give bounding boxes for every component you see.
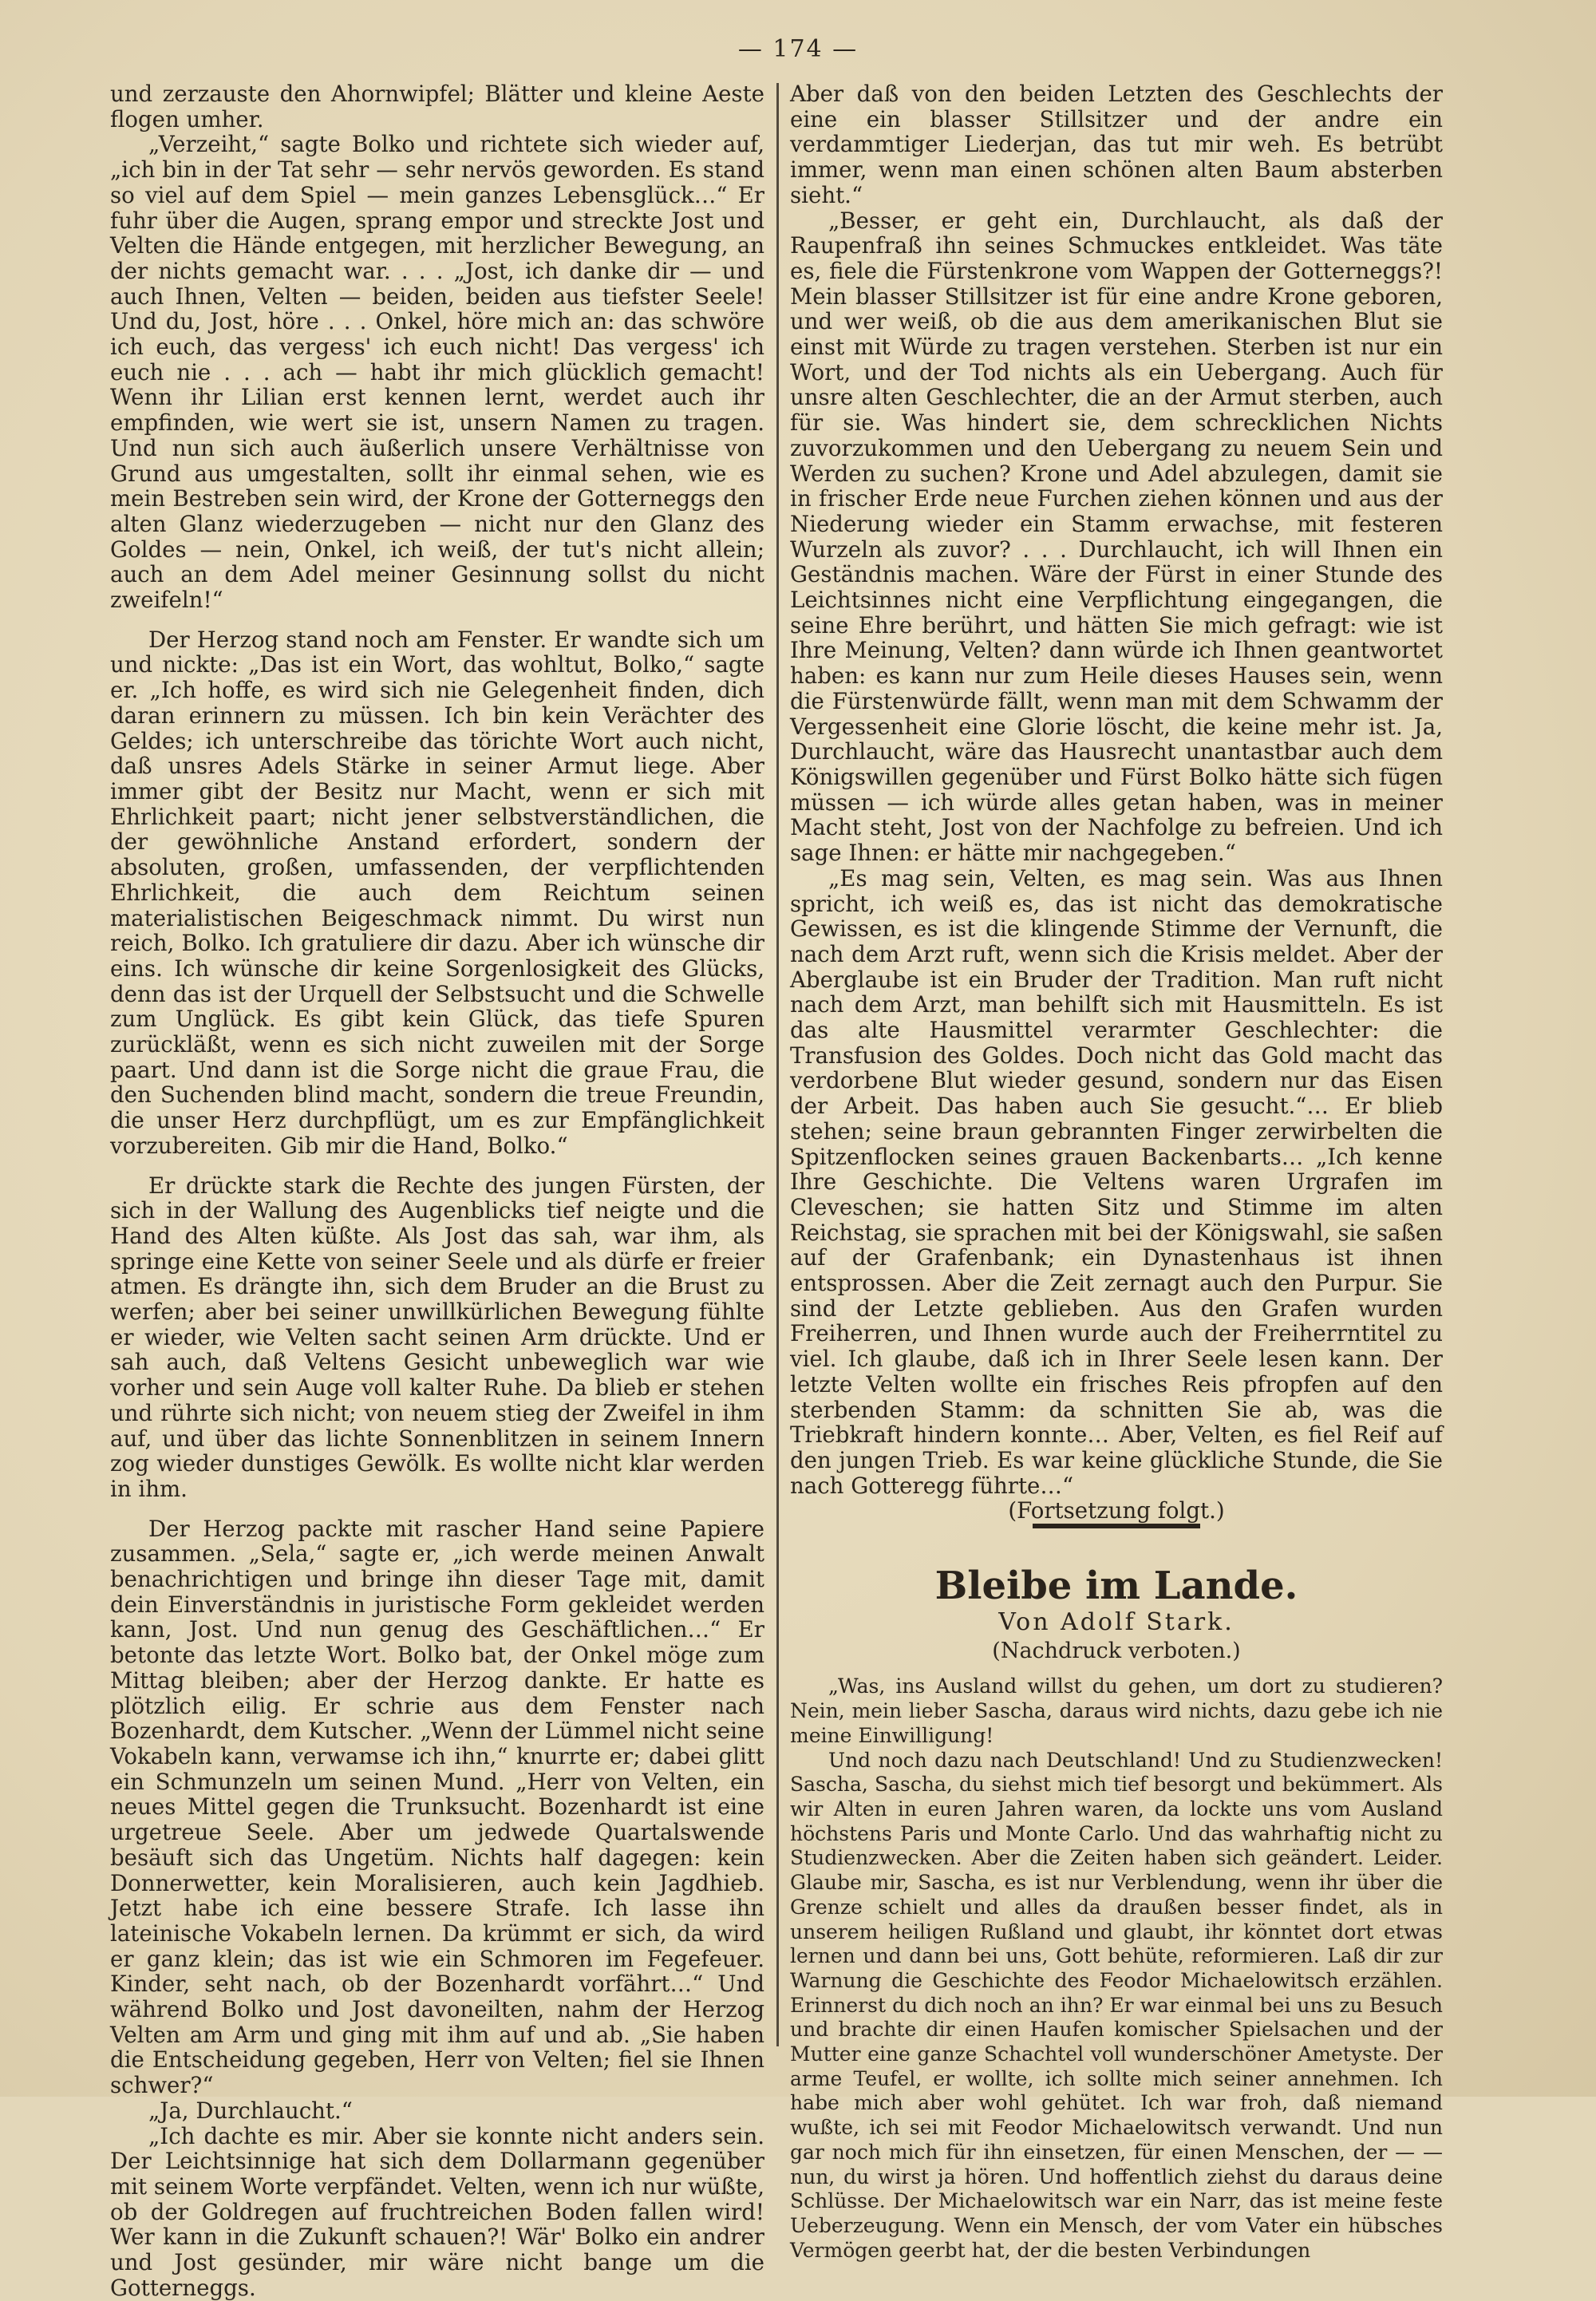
story-title: Bleibe im Lande. (934, 1564, 1298, 1609)
reprint-note: (Nachdruck verboten.) (992, 1638, 1241, 1663)
left-paragraph: Der Herzog stand noch am Fenster. Er wandte sich um und nickte: „Das ist ein Wort, das wohltut, Bolko,“ sagte er. „Ich hoffe, es wird sich nie Gelegenheit finden, dich daran erinnern zu müssen. Ich bin kein Verächter des Geldes; ich unterschreibe das törichte Wort auch nicht, daß unsres Adels Stärke in seiner Armut liege. Aber immer gibt der Besitz nur Macht, wenn er sich mit Ehrlichkeit paart; nicht jener selbstverständlichen, die der gewöhnliche Anstand erfordert, sondern der absoluten, großen, umfassenden, der verpflichtenden Ehrlichkeit, die auch dem Reichtum seinen materialistischen Beigeschmack nimmt. Du wirst nun reich, Bolko. Ich gratuliere dir dazu. Aber ich wünsche dir eins. Ich wünsche dir keine Sorgenlosigkeit des Glücks, denn das ist der Urquell der Selbstsucht und die Schwelle zum Unglück. Es gibt kein Glück, das tiefe Spuren zurückläßt, wenn es sich nicht zuweilen mit der Sorge paart. Und dann ist die Sorge nicht die graue Frau, die den Suchenden blind macht, sondern die treue Freundin, die unser Herz durchpflügt, um es zur Empfänglichkeit vorzubereiten. Gib mir die Hand, Bolko.“ (110, 626, 764, 1159)
left-paragraph: „Verzeiht,“ sagte Bolko und richtete sich wieder auf, „ich bin in der Tat sehr — sehr nervös geworden. Es stand so viel auf dem Spiel — mein ganzes Lebensglück…“ Er fuhr über die Augen, sprang empor und streckte Jost und Velten die Hände entgegen, mit herzlicher Bewegung, an der nichts gemacht war. . . . „Jost, ich danke dir — und auch Ihnen, Velten — beiden, beiden aus tiefster Seele! Und du, Jost, höre . . . Onkel, höre mich an: das schwöre ich euch, das vergess' ich euch nicht! Das vergess' ich euch nie . . . ach — habt ihr mich glücklich gemacht! Wenn ihr Lilian erst kennen lernt, werdet auch ihr empfinden, wie wert sie ist, unsern Namen zu tragen. Und nun sich auch äußerlich unsere Verhältnisse von Grund aus umgestalten, sollt ihr einmal sehen, wie es mein Bestreben sein wird, der Krone der Gotterneggs den alten Glanz wiederzugeben — nicht nur den Glanz des Goldes — nein, Onkel, ich weiß, der tut's nicht allein; auch an dem Adel meiner Gesinnung sollst du nicht zweifeln!“ (110, 131, 764, 614)
left-column (110, 81, 764, 2300)
left-paragraph: und zerzauste den Ahornwipfel; Blätter und kleine Aeste flogen umher. (110, 81, 764, 132)
right-paragraph: Aber daß von den beiden Letzten des Geschlechts der eine ein blasser Stillsitzer und der andre ein verdammtiger Liederjan, das tut mir weh. Es betrübt immer, wenn man einen schönen alten Baum absterben sieht.“ (790, 81, 1443, 208)
section-rule (1033, 1524, 1200, 1528)
right-paragraph: „Es mag sein, Velten, es mag sein. Was aus Ihnen spricht, ich weiß es, das ist nicht das demokratische Gewissen, es ist die klingende Stimme der Vernunft, die nach dem Arzt ruft, wenn sich die Krisis meldet. Aber der Aberglaube ist ein Bruder der Tradition. Man ruft nicht nach dem Arzt, man behilft sich mit Hausmitteln. Es ist das alte Hausmittel verarmter Geschlechter: die Transfusion des Goldes. Doch nicht das Gold macht das verdorbene Blut wieder gesund, sondern nur das Eisen der Arbeit. Das haben auch Sie gesucht.“… Er blieb stehen; seine braun gebrannten Finger zerwirbelten die Spitzenflocken seines grauen Backenbarts… „Ich kenne Ihre Geschichte. Die Veltens waren Urgrafen im Cleveschen; sie hatten Sitz und Stimme im alten Reichstag, sie sprachen mit bei der Königswahl, sie saßen auf der Grafenbank; ein Dynastenhaus ist ihnen entsprossen. Aber die Zeit zernagt auch den Purpur. Sie sind der Letzte geblieben. Aus den Grafen wurden Freiherren, und Ihnen wurde auch der Freiherrntitel zu viel. Ich glaube, daß ich in Ihrer Seele lesen kann. Der letzte Velten wollte ein frisches Reis pfropfen auf den sterbenden Stamm: da schnitten Sie ab, was die Triebkraft hindern konnte… Aber, Velten, es fiel Reif auf den jungen Trieb. Es war keine glückliche Stunde, die Sie nach Gotteregg führte…“ (790, 864, 1443, 1499)
story-paragraph: Und noch dazu nach Deutschland! Und zu Studienzwecken! Sascha, Sascha, du siehst mich tief besorgt und bekümmert. Als wir Alten in euren Jahren waren, da lockte uns vom Ausland höchstens Paris und Monte Carlo. Und das wahrhaftig nicht zu Studienzwecken. Aber die Zeiten haben sich geändert. Leider. Glaube mir, Sascha, es ist nur Verblendung, wenn ihr über die Grenze schielt und alles da draußen besser findet, als in unserem heiligen Rußland und glaubt, ihr könntet dort etwas lernen und dann bei uns, Gott behüte, reformieren. Laß dir zur Warnung die Geschichte des Feodor Michaelowitsch erzählen. Erinnerst du dich noch an ihn? Er war einmal bei uns zu Besuch und brachte dir einen Haufen komischer Spielsachen und der Mutter eine ganze Schachtel voll wunderschöner Ametyste. Der arme Teufel, er wollte, ich sollte mich seiner annehmen. Ich habe mich aber wohl gehütet. Ich war froh, daß niemand wußte, ich sei mit Feodor Michaelowitsch verwandt. Und nun gar noch mich für ihn einsetzen, für einen Menschen, der — — nun, du wirst ja hören. Und hoffentlich ziehst du daraus deine Schlüsse. Der Michaelowitsch war ein Narr, das ist meine feste Ueberzeugung. Wenn ein Mensch, der vom Vater ein hübsches Vermögen geerbt hat, der die besten Verbindungen (790, 1748, 1443, 2262)
story-paragraph: „Was, ins Ausland willst du gehen, um dort zu studieren? Nein, mein lieber Sascha, daraus wird nichts, dazu gebe ich nie meine Einwilligung! (790, 1674, 1443, 1747)
left-paragraph: Der Herzog packte mit rascher Hand seine Papiere zusammen. „Sela,“ sagte er, „ich werde meinen Anwalt benachrichtigen und bringe ihn dieser Tage mit, damit dein Einverständnis in juristische Form gekleidet werden kann, Jost. Und nun genug des Geschäftlichen…“ Er betonte das letzte Wort. Bolko bat, der Onkel möge zum Mittag bleiben; aber der Herzog dankte. Er hatte es plötzlich eilig. Er schrie aus dem Fenster nach Bozenhardt, dem Kutscher. „Wenn der Lümmel nicht seine Vokabeln kann, verwamse ich ihn,“ knurrte er; dabei glitt ein Schmunzeln um seinen Mund. „Herr von Velten, ein neues Mittel gegen die Trunksucht. Bozenhardt ist eine urgetreue Seele. Aber um jedwede Quartalswende besäuft sich das Ungetüm. Nichts half dagegen: kein Donnerwetter, kein Moralisieren, auch kein Jagdhieb. Jetzt habe ich eine bessere Strafe. Ich lasse ihn lateinische Vokabeln lernen. Da krümmt er sich, da wird er ganz klein; das ist wie ein Schmoren im Fegefeuer. Kinder, seht nach, ob der Bozenhardt vorfährt…“ Und während Bolko und Jost davoneilten, nahm der Herzog Velten am Arm und ging mit ihm auf und ab. „Sie haben die Entscheidung gegeben, Herr von Velten; fiel sie Ihnen schwer?“ (110, 1515, 764, 2099)
left-paragraph: Er drückte stark die Rechte des jungen Fürsten, der sich in der Wallung des Augenblicks tief neigte und die Hand des Alten küßte. Als Jost das sah, war ihm, als springe eine Kette von seiner Seele und als dürfe er freier atmen. Es drängte ihn, sich dem Bruder an die Brust zu werfen; aber bei seiner unwillkürlichen Bewegung fühlte er wieder, wie Velten sacht seinen Arm drückte. Und er sah auch, daß Veltens Gesicht unbeweglich war wie vorher und sein Auge voll kalter Ruhe. Da blieb er stehen und rührte sich nicht; von neuem stieg der Zweifel in ihm auf, und über das lichte Sonnenblitzen in seinem Innern zog wieder dunstiges Gewölk. Es wollte nicht klar werden in ihm. (110, 1172, 764, 1502)
right-column (790, 81, 1443, 2263)
left-paragraph: „Ja, Durchlaucht.“ (148, 2097, 353, 2124)
page-number: — 174 — (737, 35, 859, 63)
column-divider (776, 83, 779, 2046)
right-paragraph: „Besser, er geht ein, Durchlaucht, als daß der Raupenfraß ihn seines Schmuckes entkleidet. Was täte es, fiele die Fürstenkrone vom Wappen der Gotterneggs?! Mein blasser Stillsitzer ist für eine andre Krone geboren, und wer weiß, ob die aus dem amerikanischen Blut sie einst mit Würde zu tragen verstehen. Sterben ist nur ein Wort, und der Tod nichts als ein Uebergang. Auch für unsre alten Geschlechter, die an der Armut sterben, auch für sie. Was hindert sie, dem schrecklichen Nichts zuvorzukommen und den Uebergang zu neuem Sein und Werden zu suchen? Krone und Adel abzulegen, damit sie in frischer Erde neue Furchen ziehen können und aus der Niederung wieder ein Stamm erwachse, mit festeren Wurzeln als zuvor? . . . Durchlaucht, ich will Ihnen ein Geständnis machen. Wäre der Fürst in einer Stunde des Leichtsinnes nicht eine Verpflichtung eingegangen, die seine Ehre berührt, und hätten Sie mich gefragt: wie ist Ihre Meinung, Velten? dann würde ich Ihnen geantwortet haben: es kann nur zum Heile dieses Hauses sein, wenn die Fürstenwürde fällt, wenn man mit dem Schwamm der Vergessenheit eine Glorie löscht, die keine mehr ist. Ja, Durchlaucht, wäre das Hausrecht unantastbar auch dem Königswillen gegenüber und Fürst Bolko hätte sich fügen müssen — ich würde alles getan haben, was in meiner Macht steht, Jost von der Nachfolge zu befreien. Und ich sage Ihnen: er hätte mir nachgegeben.“ (790, 207, 1443, 867)
story-byline: Von Adolf Stark. (998, 1608, 1235, 1637)
left-paragraph: „Ich dachte es mir. Aber sie konnte nicht anders sein. Der Leichtsinnige hat sich dem Dollarmann gegenüber mit seinem Worte verpfändet. Velten, wenn ich nur wüßte, ob der Goldregen auf fruchtreichen Boden fallen wird! Wer kann in die Zukunft schauen?! Wär' Bolko ein andrer und Jost gesünder, mir wäre nicht bange um die Gotterneggs. (110, 2122, 764, 2301)
to-be-continued: (Fortsetzung folgt.) (1008, 1497, 1225, 1524)
